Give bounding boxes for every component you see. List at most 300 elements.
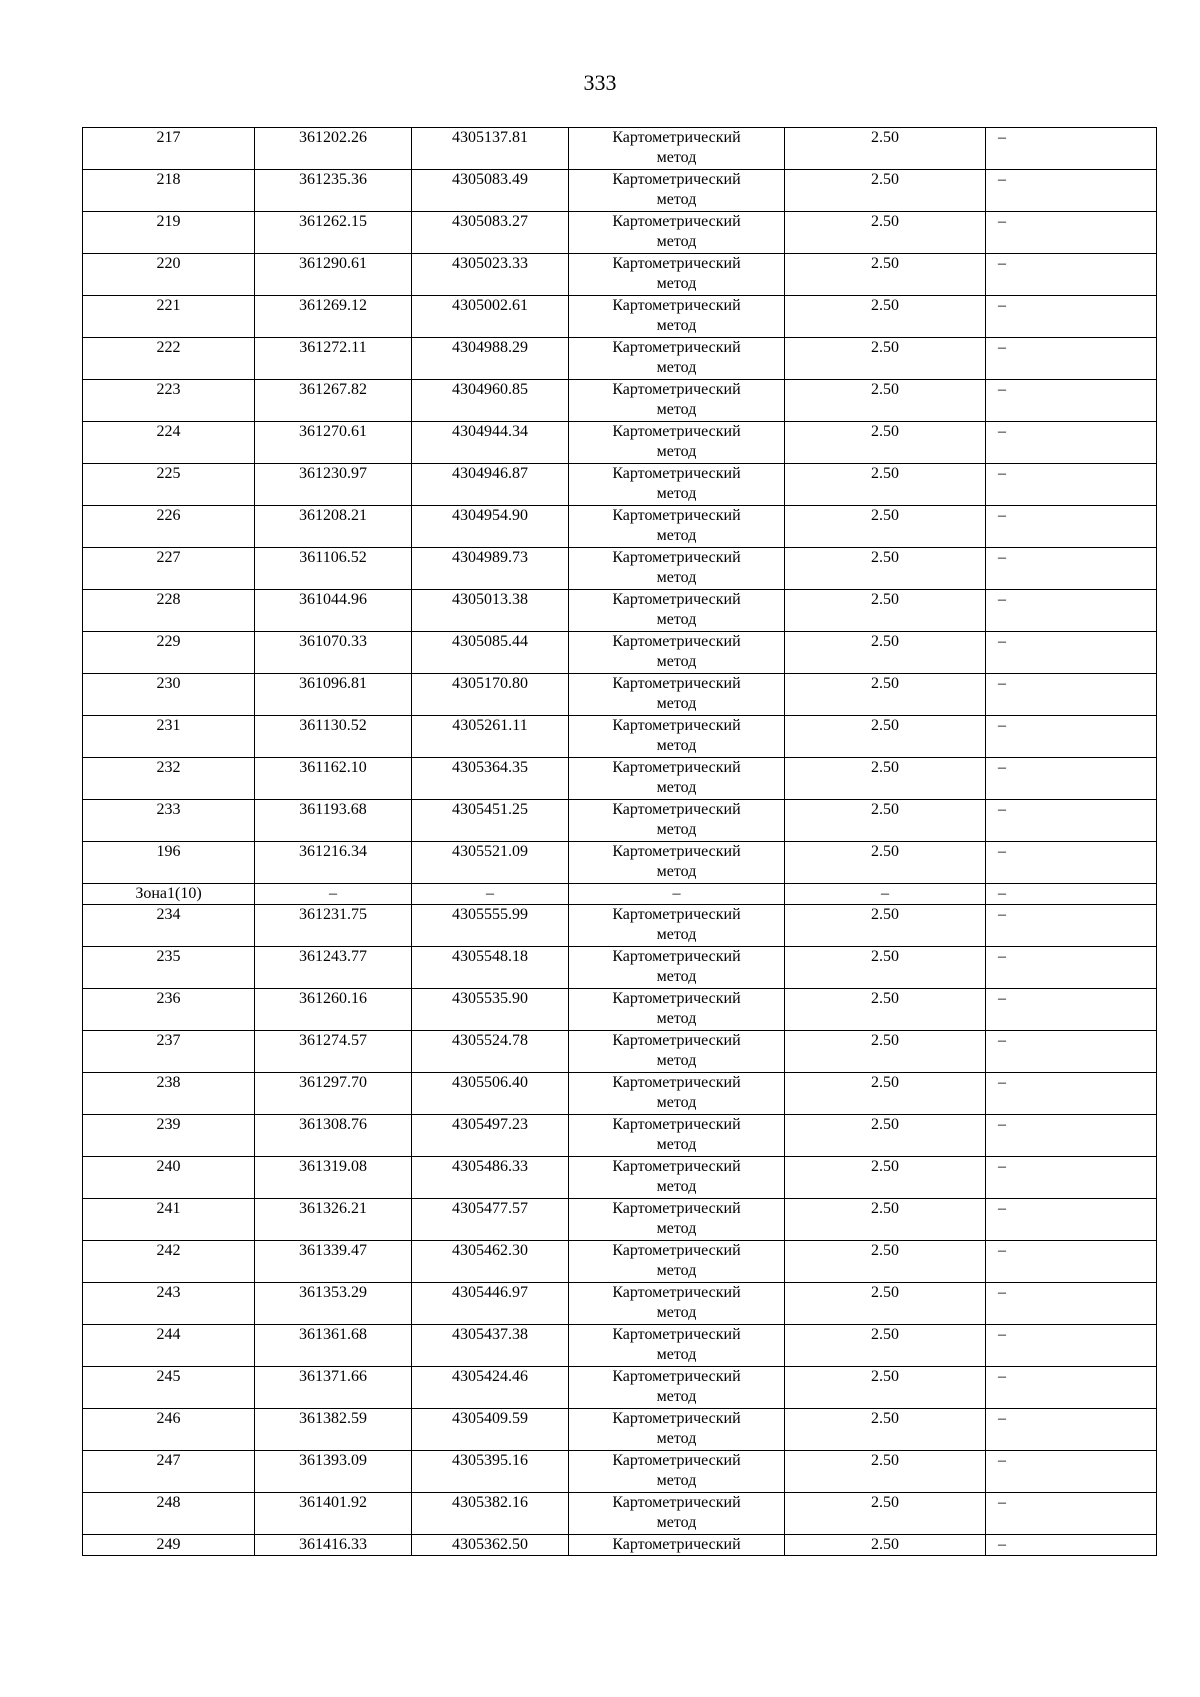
method-line-1: Картометрический <box>612 255 741 272</box>
method-line-1: Картометрический <box>612 507 741 524</box>
cell-point-number: 241 <box>83 1199 255 1241</box>
cell-point-number: 221 <box>83 296 255 338</box>
cell-method <box>569 296 785 338</box>
method-line-1: Картометрический <box>612 906 741 923</box>
cell-note: – <box>986 947 1157 989</box>
cell-method <box>569 1115 785 1157</box>
cell-point-number: 243 <box>83 1283 255 1325</box>
cell-accuracy: 2.50 <box>785 632 986 674</box>
method-line-2: метод <box>656 527 697 544</box>
method-line-1: Картометрический <box>612 633 741 650</box>
table-row <box>83 254 1157 296</box>
method-line-1: Картометрический <box>612 1074 741 1091</box>
table-row <box>83 338 1157 380</box>
zone-y: – <box>412 884 569 905</box>
cell-point-number: 249 <box>83 1535 255 1556</box>
coordinates-table <box>82 127 1157 1556</box>
cell-x: 361260.16 <box>255 989 412 1031</box>
cell-method <box>569 842 785 884</box>
method-line-1: Картометрический <box>612 1032 741 1049</box>
table-row <box>83 1409 1157 1451</box>
table-row <box>83 947 1157 989</box>
cell-y: 4304989.73 <box>412 548 569 590</box>
cell-point-number: 227 <box>83 548 255 590</box>
cell-note: – <box>986 989 1157 1031</box>
cell-point-number: 225 <box>83 464 255 506</box>
cell-method <box>569 1199 785 1241</box>
cell-y: 4305446.97 <box>412 1283 569 1325</box>
cell-accuracy: 2.50 <box>785 800 986 842</box>
cell-x: 361339.47 <box>255 1241 412 1283</box>
zone-x: – <box>255 884 412 905</box>
table-row <box>83 989 1157 1031</box>
table-row <box>83 842 1157 884</box>
method-line-2: метод <box>656 1052 697 1069</box>
method-line-2: метод <box>656 1262 697 1279</box>
method-line-2: метод <box>656 1220 697 1237</box>
cell-accuracy: 2.50 <box>785 506 986 548</box>
cell-y: 4305477.57 <box>412 1199 569 1241</box>
table-row <box>83 1451 1157 1493</box>
cell-accuracy: 2.50 <box>785 1115 986 1157</box>
table-row <box>83 170 1157 212</box>
method-line-1: Картометрический <box>612 381 741 398</box>
method-line-1: Картометрический <box>612 1284 741 1301</box>
cell-y: 4305524.78 <box>412 1031 569 1073</box>
cell-accuracy: 2.50 <box>785 170 986 212</box>
cell-x: 361216.34 <box>255 842 412 884</box>
cell-x: 361361.68 <box>255 1325 412 1367</box>
cell-accuracy: 2.50 <box>785 380 986 422</box>
cell-accuracy: 2.50 <box>785 1367 986 1409</box>
method-line-2: метод <box>656 821 697 838</box>
cell-point-number: 229 <box>83 632 255 674</box>
cell-accuracy: 2.50 <box>785 338 986 380</box>
cell-note: – <box>986 632 1157 674</box>
cell-point-number: 239 <box>83 1115 255 1157</box>
cell-y: 4305085.44 <box>412 632 569 674</box>
method-line-1: Картометрический <box>612 1326 741 1343</box>
cell-method <box>569 128 785 170</box>
cell-x: 361353.29 <box>255 1283 412 1325</box>
method-line-1: Картометрический <box>612 171 741 188</box>
table-row <box>83 1031 1157 1073</box>
table-row <box>83 1199 1157 1241</box>
table-row <box>83 1241 1157 1283</box>
cell-y: 4305382.16 <box>412 1493 569 1535</box>
cell-point-number: 233 <box>83 800 255 842</box>
method-line-1: Картометрический <box>612 213 741 230</box>
cell-accuracy: 2.50 <box>785 674 986 716</box>
cell-note: – <box>986 1493 1157 1535</box>
cell-accuracy: 2.50 <box>785 947 986 989</box>
cell-y: 4305506.40 <box>412 1073 569 1115</box>
cell-note: – <box>986 1031 1157 1073</box>
cell-method <box>569 380 785 422</box>
method-line-2: метод <box>656 1514 697 1531</box>
table-row <box>83 128 1157 170</box>
method-line-2: метод <box>656 1346 697 1363</box>
cell-x: 361208.21 <box>255 506 412 548</box>
table-row <box>83 422 1157 464</box>
cell-note: – <box>986 1325 1157 1367</box>
cell-x: 361297.70 <box>255 1073 412 1115</box>
method-line-2: метод <box>656 485 697 502</box>
cell-y: 4304988.29 <box>412 338 569 380</box>
cell-y: 4305362.50 <box>412 1535 569 1556</box>
cell-point-number: 228 <box>83 590 255 632</box>
cell-accuracy: 2.50 <box>785 716 986 758</box>
cell-y: 4305497.23 <box>412 1115 569 1157</box>
method-line-2: метод <box>656 926 697 943</box>
cell-method <box>569 1283 785 1325</box>
cell-y: 4305424.46 <box>412 1367 569 1409</box>
method-line-2: метод <box>656 1430 697 1447</box>
cell-point-number: 219 <box>83 212 255 254</box>
cell-note: – <box>986 905 1157 947</box>
cell-x: 361269.12 <box>255 296 412 338</box>
cell-method <box>569 1367 785 1409</box>
cell-method <box>569 506 785 548</box>
method-line-1: Картометрический <box>612 1452 741 1469</box>
method-line-2: метод <box>656 737 697 754</box>
table-row <box>83 1493 1157 1535</box>
cell-y: 4305137.81 <box>412 128 569 170</box>
cell-x: 361262.15 <box>255 212 412 254</box>
table-row <box>83 212 1157 254</box>
method-line-1: Картометрический <box>612 1410 741 1427</box>
cell-x: 361235.36 <box>255 170 412 212</box>
cell-y: 4305437.38 <box>412 1325 569 1367</box>
cell-x: 361231.75 <box>255 905 412 947</box>
cell-point-number: 240 <box>83 1157 255 1199</box>
method-line-2: метод <box>656 1472 697 1489</box>
method-line-2: метод <box>656 695 697 712</box>
cell-accuracy: 2.50 <box>785 905 986 947</box>
cell-point-number: 248 <box>83 1493 255 1535</box>
method-line-2: метод <box>656 569 697 586</box>
cell-method <box>569 989 785 1031</box>
cell-note: – <box>986 170 1157 212</box>
cell-y: 4305364.35 <box>412 758 569 800</box>
cell-method <box>569 905 785 947</box>
cell-accuracy: 2.50 <box>785 1241 986 1283</box>
cell-accuracy: 2.50 <box>785 212 986 254</box>
cell-y: 4305451.25 <box>412 800 569 842</box>
cell-note: – <box>986 716 1157 758</box>
cell-note: – <box>986 296 1157 338</box>
cell-point-number: 196 <box>83 842 255 884</box>
cell-note: – <box>986 1157 1157 1199</box>
cell-method: Картометрический <box>569 1535 785 1556</box>
cell-x: 361401.92 <box>255 1493 412 1535</box>
table-row <box>83 590 1157 632</box>
cell-note: – <box>986 506 1157 548</box>
table-row <box>83 905 1157 947</box>
cell-accuracy: 2.50 <box>785 548 986 590</box>
method-line-2: метод <box>656 1136 697 1153</box>
method-line-2: метод <box>656 863 697 880</box>
cell-method <box>569 632 785 674</box>
cell-x: 361371.66 <box>255 1367 412 1409</box>
table-row <box>83 464 1157 506</box>
cell-accuracy: 2.50 <box>785 1157 986 1199</box>
table-body-last <box>83 1535 1157 1556</box>
cell-point-number: 236 <box>83 989 255 1031</box>
cell-accuracy: 2.50 <box>785 1493 986 1535</box>
cell-point-number: 242 <box>83 1241 255 1283</box>
method-line-1: Картометрический <box>612 1242 741 1259</box>
cell-method <box>569 338 785 380</box>
cell-x: 361270.61 <box>255 422 412 464</box>
cell-point-number: 222 <box>83 338 255 380</box>
method-line-1: Картометрический <box>612 759 741 776</box>
method-line-1: Картометрический <box>612 423 741 440</box>
method-line-1: Картометрический <box>612 297 741 314</box>
method-line-2: метод <box>656 653 697 670</box>
method-line-1: Картометрический <box>612 339 741 356</box>
cell-accuracy: 2.50 <box>785 590 986 632</box>
cell-x: 361044.96 <box>255 590 412 632</box>
cell-note: – <box>986 1451 1157 1493</box>
cell-y: 4305535.90 <box>412 989 569 1031</box>
cell-x: 361202.26 <box>255 128 412 170</box>
cell-y: 4305083.49 <box>412 170 569 212</box>
cell-note: – <box>986 1367 1157 1409</box>
cell-x: 361272.11 <box>255 338 412 380</box>
cell-method <box>569 947 785 989</box>
cell-x: 361274.57 <box>255 1031 412 1073</box>
method-line-1: Картометрический <box>612 591 741 608</box>
cell-accuracy: 2.50 <box>785 1073 986 1115</box>
method-line-2: метод <box>656 1304 697 1321</box>
table-row <box>83 1535 1157 1556</box>
cell-point-number: 247 <box>83 1451 255 1493</box>
cell-point-number: 244 <box>83 1325 255 1367</box>
method-line-2: метод <box>656 233 697 250</box>
cell-x: 361070.33 <box>255 632 412 674</box>
cell-method <box>569 716 785 758</box>
cell-note: – <box>986 1199 1157 1241</box>
method-line-2: метод <box>656 1010 697 1027</box>
cell-method <box>569 1157 785 1199</box>
method-line-2: метод <box>656 317 697 334</box>
cell-point-number: 231 <box>83 716 255 758</box>
cell-accuracy: 2.50 <box>785 128 986 170</box>
zone-note: – <box>986 884 1157 905</box>
cell-point-number: 220 <box>83 254 255 296</box>
method-line-1: Картометрический <box>612 990 741 1007</box>
zone-row <box>83 884 1157 905</box>
cell-point-number: 230 <box>83 674 255 716</box>
cell-y: 4305170.80 <box>412 674 569 716</box>
cell-x: 361162.10 <box>255 758 412 800</box>
cell-x: 361096.81 <box>255 674 412 716</box>
cell-point-number: 234 <box>83 905 255 947</box>
cell-method <box>569 1031 785 1073</box>
cell-method <box>569 254 785 296</box>
table-body-part1 <box>83 128 1157 884</box>
method-line-1: Картометрический <box>612 801 741 818</box>
cell-note: – <box>986 548 1157 590</box>
table-row <box>83 632 1157 674</box>
cell-note: – <box>986 1115 1157 1157</box>
method-line-2: метод <box>656 443 697 460</box>
table-row <box>83 1115 1157 1157</box>
method-line-1: Картометрический <box>612 1200 741 1217</box>
cell-accuracy: 2.50 <box>785 422 986 464</box>
cell-y: 4305395.16 <box>412 1451 569 1493</box>
cell-method <box>569 170 785 212</box>
cell-y: 4305521.09 <box>412 842 569 884</box>
method-line-1: Картометрический <box>612 717 741 734</box>
table-row <box>83 296 1157 338</box>
cell-x: 361319.08 <box>255 1157 412 1199</box>
cell-point-number: 226 <box>83 506 255 548</box>
cell-method <box>569 1073 785 1115</box>
table-row <box>83 1073 1157 1115</box>
cell-method <box>569 548 785 590</box>
cell-point-number: 235 <box>83 947 255 989</box>
method-line-2: метод <box>656 191 697 208</box>
method-line-1: Картометрический <box>612 1368 741 1385</box>
cell-note: – <box>986 212 1157 254</box>
method-line-1: Картометрический <box>612 948 741 965</box>
cell-method <box>569 464 785 506</box>
cell-note: – <box>986 1409 1157 1451</box>
cell-accuracy: 2.50 <box>785 1409 986 1451</box>
cell-note: – <box>986 338 1157 380</box>
cell-point-number: 218 <box>83 170 255 212</box>
cell-y: 4305023.33 <box>412 254 569 296</box>
cell-accuracy: 2.50 <box>785 1535 986 1556</box>
method-line-2: метод <box>656 779 697 796</box>
cell-y: 4305555.99 <box>412 905 569 947</box>
cell-point-number: 223 <box>83 380 255 422</box>
table-row <box>83 548 1157 590</box>
table-row <box>83 1325 1157 1367</box>
cell-method <box>569 1493 785 1535</box>
method-line-1: Картометрический <box>612 1158 741 1175</box>
method-line-1: Картометрический <box>612 465 741 482</box>
cell-y: 4305002.61 <box>412 296 569 338</box>
cell-y: 4304944.34 <box>412 422 569 464</box>
cell-y: 4305013.38 <box>412 590 569 632</box>
method-line-2: метод <box>656 275 697 292</box>
cell-method <box>569 1325 785 1367</box>
table-body-part2 <box>83 905 1157 1535</box>
cell-note: – <box>986 380 1157 422</box>
cell-note: – <box>986 254 1157 296</box>
cell-x: 361382.59 <box>255 1409 412 1451</box>
cell-method <box>569 1451 785 1493</box>
method-line-1: Картометрический <box>612 1494 741 1511</box>
cell-note: – <box>986 674 1157 716</box>
method-line-2: метод <box>656 968 697 985</box>
cell-method <box>569 590 785 632</box>
method-line-2: метод <box>656 401 697 418</box>
cell-method <box>569 674 785 716</box>
table-body-zone <box>83 884 1157 905</box>
cell-y: 4304954.90 <box>412 506 569 548</box>
cell-method <box>569 758 785 800</box>
cell-y: 4305409.59 <box>412 1409 569 1451</box>
cell-point-number: 246 <box>83 1409 255 1451</box>
cell-x: 361393.09 <box>255 1451 412 1493</box>
zone-method: – <box>569 884 785 905</box>
method-line-1: Картометрический <box>612 549 741 566</box>
table-row <box>83 380 1157 422</box>
cell-x: 361290.61 <box>255 254 412 296</box>
cell-y: 4305486.33 <box>412 1157 569 1199</box>
cell-point-number: 224 <box>83 422 255 464</box>
cell-method <box>569 1241 785 1283</box>
cell-y: 4305083.27 <box>412 212 569 254</box>
table-row <box>83 674 1157 716</box>
method-line-1: Картометрический <box>612 129 741 146</box>
cell-accuracy: 2.50 <box>785 1451 986 1493</box>
cell-method <box>569 1409 785 1451</box>
cell-point-number: 217 <box>83 128 255 170</box>
cell-x: 361193.68 <box>255 800 412 842</box>
cell-y: 4305462.30 <box>412 1241 569 1283</box>
cell-method <box>569 422 785 464</box>
method-line-1: Картометрический <box>612 843 741 860</box>
cell-y: 4304946.87 <box>412 464 569 506</box>
cell-y: 4305261.11 <box>412 716 569 758</box>
cell-accuracy: 2.50 <box>785 989 986 1031</box>
cell-accuracy: 2.50 <box>785 1031 986 1073</box>
cell-accuracy: 2.50 <box>785 1199 986 1241</box>
method-line-2: метод <box>656 611 697 628</box>
method-line-2: метод <box>656 1094 697 1111</box>
zone-accuracy: – <box>785 884 986 905</box>
cell-accuracy: 2.50 <box>785 842 986 884</box>
cell-point-number: 237 <box>83 1031 255 1073</box>
cell-note: – <box>986 128 1157 170</box>
cell-x: 361230.97 <box>255 464 412 506</box>
cell-note: – <box>986 1241 1157 1283</box>
cell-method <box>569 800 785 842</box>
cell-point-number: 238 <box>83 1073 255 1115</box>
cell-x: 361326.21 <box>255 1199 412 1241</box>
table-row <box>83 716 1157 758</box>
cell-note: – <box>986 842 1157 884</box>
method-line-2: метод <box>656 1388 697 1405</box>
cell-x: 361243.77 <box>255 947 412 989</box>
cell-note: – <box>986 464 1157 506</box>
cell-accuracy: 2.50 <box>785 758 986 800</box>
cell-accuracy: 2.50 <box>785 296 986 338</box>
table-row <box>83 1157 1157 1199</box>
cell-x: 361416.33 <box>255 1535 412 1556</box>
cell-accuracy: 2.50 <box>785 464 986 506</box>
page-number: 333 <box>583 70 617 95</box>
table-row <box>83 758 1157 800</box>
cell-x: 361267.82 <box>255 380 412 422</box>
method-line-2: метод <box>656 359 697 376</box>
cell-note: – <box>986 590 1157 632</box>
cell-y: 4304960.85 <box>412 380 569 422</box>
cell-note: – <box>986 1283 1157 1325</box>
cell-note: – <box>986 758 1157 800</box>
method-line-2: метод <box>656 1178 697 1195</box>
cell-accuracy: 2.50 <box>785 1325 986 1367</box>
cell-note: – <box>986 800 1157 842</box>
cell-method <box>569 212 785 254</box>
method-line-1: Картометрический <box>612 675 741 692</box>
cell-accuracy: 2.50 <box>785 1283 986 1325</box>
